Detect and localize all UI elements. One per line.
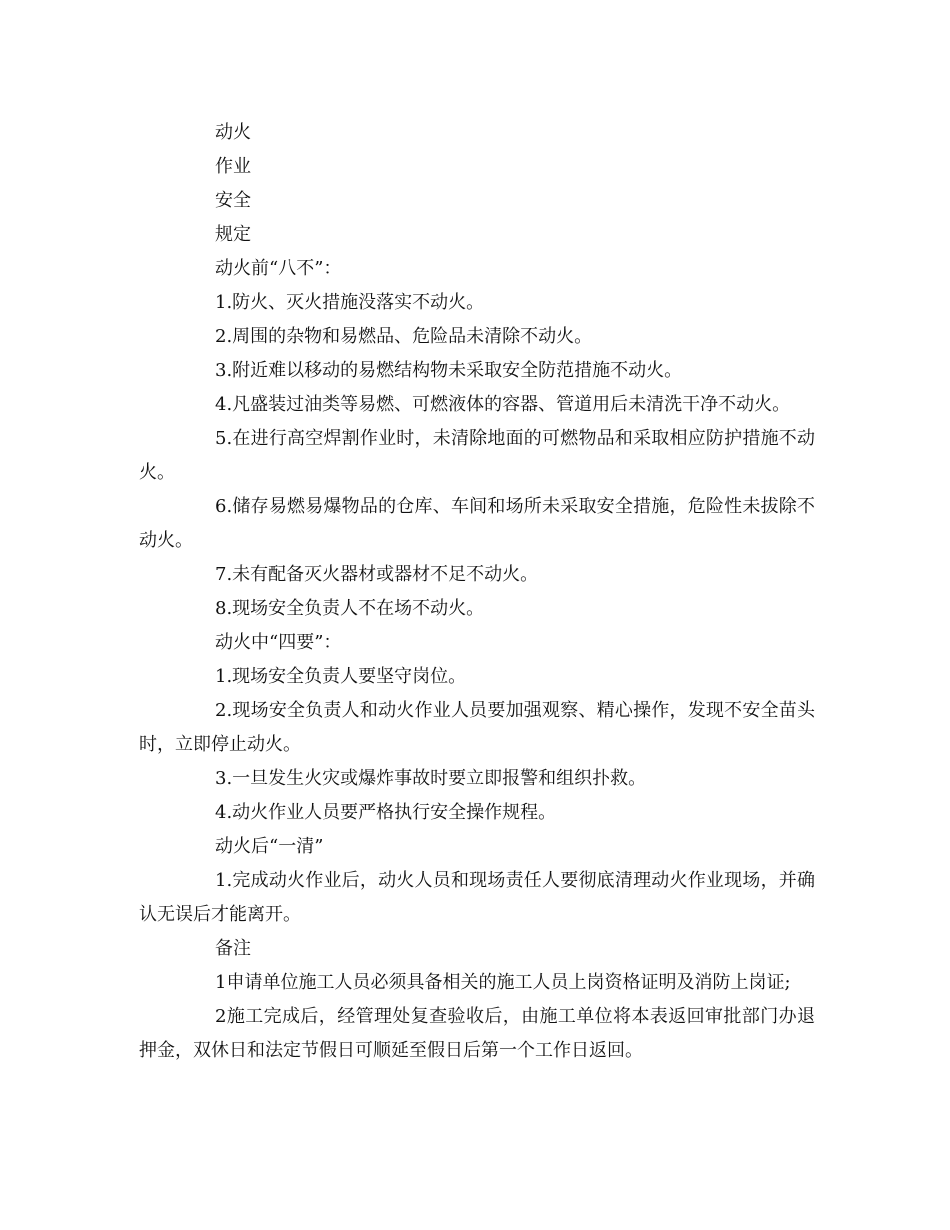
during-item-2: 2.现场安全负责人和动火作业人员要加强观察、精心操作，发现不安全苗头时，立即停止动火。 bbox=[139, 700, 815, 755]
after-item-1: 1.完成动火作业后，动火人员和现场责任人要彻底清理动火作业现场，并确认无误后才能离开。 bbox=[139, 870, 815, 925]
document-body bbox=[139, 116, 815, 1068]
before-item-7: 7.未有配备灭火器材或器材不足不动火。 bbox=[215, 564, 539, 585]
during-item-4: 4.动火作业人员要严格执行安全操作规程。 bbox=[215, 802, 557, 823]
title-word-2: 作业 bbox=[215, 156, 251, 177]
section-heading-notes: 备注 bbox=[215, 938, 251, 959]
title-word-4: 规定 bbox=[215, 224, 251, 245]
title-word-3: 安全 bbox=[215, 190, 251, 211]
during-item-1: 1.现场安全负责人要坚守岗位。 bbox=[215, 666, 467, 687]
note-item-2: 2施工完成后，经管理处复查验收后，由施工单位将本表返回审批部门办退押金，双休日和法定节假日可顺延至假日后第一个工作日返回。 bbox=[139, 1006, 815, 1061]
before-item-4: 4.凡盛装过油类等易燃、可燃液体的容器、管道用后未清洗干净不动火。 bbox=[215, 394, 791, 415]
before-item-2: 2.周围的杂物和易燃品、危险品未清除不动火。 bbox=[215, 326, 593, 347]
before-item-8: 8.现场安全负责人不在场不动火。 bbox=[215, 598, 485, 619]
note-item-1: 1申请单位施工人员必须具备相关的施工人员上岗资格证明及消防上岗证; bbox=[215, 972, 791, 993]
before-item-5: 5.在进行高空焊割作业时，未清除地面的可燃物品和采取相应防护措施不动火。 bbox=[139, 428, 815, 483]
section-heading-after: 动火后“一清” bbox=[215, 836, 324, 857]
during-item-3: 3.一旦发生火灾或爆炸事故时要立即报警和组织扑救。 bbox=[215, 768, 647, 789]
section-heading-before: 动火前“八不”： bbox=[215, 258, 342, 279]
before-item-3: 3.附近难以移动的易燃结构物未采取安全防范措施不动火。 bbox=[215, 360, 683, 381]
before-item-6: 6.储存易燃易爆物品的仓库、车间和场所未采取安全措施，危险性未拔除不动火。 bbox=[139, 496, 815, 551]
section-heading-during: 动火中“四要”： bbox=[215, 632, 342, 653]
title-word-1: 动火 bbox=[215, 122, 251, 143]
before-item-1: 1.防火、灭火措施没落实不动火。 bbox=[215, 292, 485, 313]
